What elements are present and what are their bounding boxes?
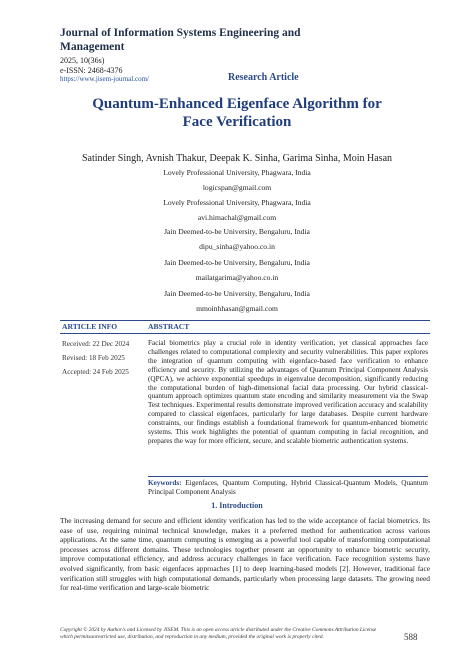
issue-info — [60, 56, 122, 75]
affiliation-email[interactable]: mailatgarima@yahoo.co.in — [195, 273, 279, 282]
affiliation-email[interactable]: avi.himachal@gmail.com — [197, 213, 277, 222]
eissn: e-ISSN: 2468-4376 — [60, 65, 123, 75]
article-info-heading: ARTICLE INFO — [62, 322, 118, 331]
affiliation-email[interactable]: logicspan@gmail.com — [202, 183, 272, 192]
date-accepted: Accepted: 24 Feb 2025 — [62, 368, 129, 376]
journal-title: Journal of Information Systems Engineering and Management — [60, 27, 301, 53]
affiliation-org: Jain Deemed-to-be University, Bengaluru, India — [164, 258, 310, 267]
date-received: Received: 22 Dec 2024 — [62, 340, 130, 348]
keywords-divider — [148, 476, 428, 477]
abstract-heading: ABSTRACT — [148, 322, 190, 331]
affiliation-org: Lovely Professional University, Phagwara, India — [163, 198, 311, 207]
affiliation-org: Lovely Professional University, Phagwara, India — [163, 168, 311, 177]
affiliation-org: Jain Deemed-to-be University, Bengaluru, India — [164, 227, 310, 236]
journal-url[interactable]: https://www.jisem-journal.com/ — [60, 75, 149, 83]
article-type: Research Article — [228, 72, 299, 83]
author-list: Satinder Singh, Avnish Thakur, Deepak K. Sinha, Garima Sinha, Moin Hasan — [81, 153, 393, 164]
copyright-notice: Copyright © 2024 by Author/s and Licensed by JISEM. This is an open access article distributed under the Creative Commons Attribution License which permitsunrestricted use, distribution, and reproduction in any medium, provided the original work is properly cited. — [60, 627, 377, 640]
issue-number: 2025, 10(36s) — [60, 56, 105, 65]
keywords-text: Eigenfaces, Quantum Computing, Hybrid Classical-Quantum Models, Quantum Principal Component Analysis — [148, 479, 429, 496]
page-number: 588 — [404, 632, 418, 642]
keywords-label: Keywords: — [148, 479, 182, 487]
section-divider-bottom — [60, 333, 430, 334]
abstract-text: Facial biometrics play a crucial role in identity verification, yet classical approaches face challenges related to computational complexity and security vulnerabilities. This paper explores the integration of quantum computing with eigenface-based face verification to enhance efficiency and security. By utilizing the advantages of Quantum Principal Component Analysis (QPCA), we achieve exponential speedups in eigenvalue decomposition, significantly reducing the computational burden of high-dimensional facial data processing. Our hybrid classical-quantum approach optimizes quantum state encoding and similarity measurement via the Swap Test techniques. Experimental results demonstrate improved verification accuracy and scalability compared to classical eigenfaces, particularly for large databases. Despite current hardware constraints, our findings establish a foundational framework for quantum-enhanced biometric systems. This work highlights the potential of quantum computing in facial recognition, and prepares the way for more efficient, secure, and scalable biometric authentication systems. — [148, 339, 428, 445]
section-divider-top — [60, 320, 430, 321]
affiliation-org: Jain Deemed-to-be University, Bengaluru, India — [164, 289, 310, 298]
keywords-block — [148, 479, 428, 497]
paper-title-text: Quantum-Enhanced Eigenface Algorithm for Face Verification — [92, 96, 382, 130]
introduction-text: The increasing demand for secure and efficient identity verification has led to the wide acceptance of facial biometrics. Its ease of use, requiring minimal technical knowledge, makes it a preferred method for authentication across various applications. At the same time, quantum computing is emerging as a powerful tool capable of transforming computational processes across different domains. These technologies together present an opportunity to enhance biometric security, improve computational efficiency, and address accuracy challenges in face verification. Face recognition systems have evolved significantly, from basic eigenfaces approaches [1] to deep learning-based models [2]. However, traditional face verification still struggles with high computational demands, particularly when processing large datasets. The growing need for real-time verification and large-scale biometric — [60, 516, 430, 593]
paper-title — [0, 95, 474, 131]
affiliation-email[interactable]: mmoinhhasan@gmail.com — [196, 304, 278, 313]
affiliation-email[interactable]: dipu_sinha@yahoo.co.in — [199, 242, 275, 251]
section-heading-introduction: 1. Introduction — [211, 501, 263, 510]
date-revised: Revised: 18 Feb 2025 — [62, 354, 125, 362]
